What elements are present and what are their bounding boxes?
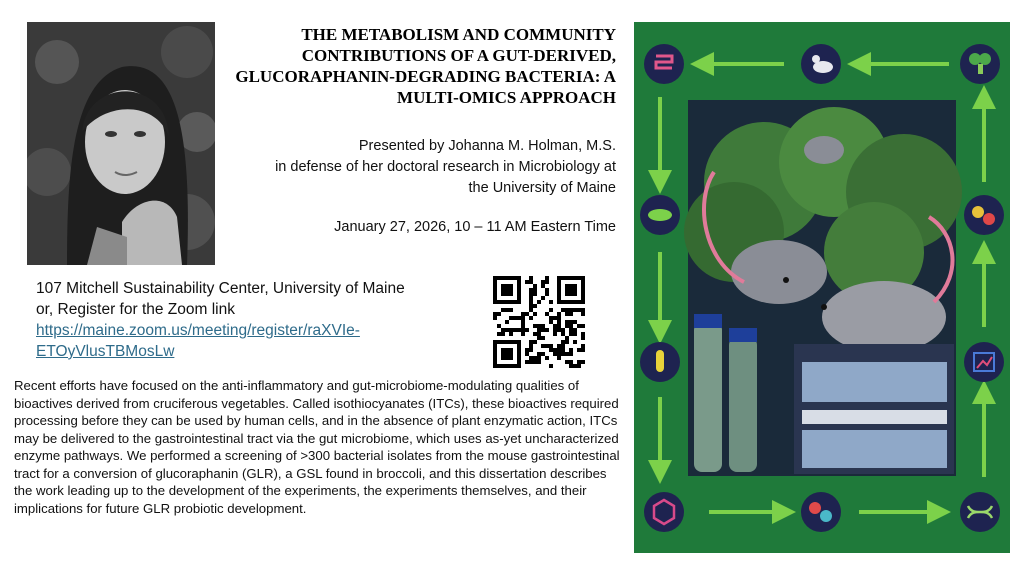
presenter-purpose: in defense of her doctoral research in Microbiology at (275, 159, 616, 175)
register-text: or, Register for the Zoom link (36, 301, 235, 318)
presenter-name: Presented by Johanna M. Holman, M.S. (358, 138, 616, 154)
zoom-link-line1: https://maine.zoom.us/meeting/register/raXVIe- (36, 322, 360, 339)
pills-icon (964, 195, 1004, 235)
dna-icon (960, 492, 1000, 532)
microbes-icon (801, 492, 841, 532)
location-block (36, 278, 486, 362)
zoom-register-link[interactable] (36, 322, 360, 360)
event-datetime: January 27, 2026, 10 – 11 AM Eastern Time (334, 219, 616, 235)
intestine-icon (644, 44, 684, 84)
presenter-info (215, 136, 616, 199)
zoom-link-line2: ETOyVlusTBMosLw (36, 343, 175, 360)
bacteria-icon (640, 195, 680, 235)
lab-mice-scene (684, 100, 962, 476)
mouse-icon (801, 44, 841, 84)
cover-illustration (634, 22, 1010, 553)
presenter-photo (27, 22, 215, 265)
molecule-icon (644, 492, 684, 532)
chart-icon (964, 342, 1004, 382)
broccoli-icon (960, 44, 1000, 84)
qr-code[interactable] (493, 276, 585, 368)
abstract: Recent efforts have focused on the anti-inflammatory and gut-microbiome-modulating qualities of bioactives derived from cruciferous vegetables. Called isothiocyanates (ITCs), these bioactives required processing before they can be used by human cells, and in the absence of plant enzymatic action, ITCs may be delivered to the gastrointestinal tract via the gut microbiome, which uses as-yet uncharacterized enzyme pathways. We performed a screening of >300 bacterial isolates from the mouse gastrointestinal tract for a conversion of glucoraphanin (GLR), a GSL found in broccoli, and this dissertation describes the work leading up to the development of the experiments, the experiments themselves, and their implications for future GLR probiotic development. (14, 378, 620, 516)
page-title: THE METABOLISM AND COMMUNITY CONTRIBUTIONS OF A GUT-DERIVED, GLUCORAPHANIN-DEGRADING BACTERIA: A MULTI-OMICS APPROACH (235, 25, 616, 107)
presenter-institution: the University of Maine (468, 180, 616, 196)
venue: 107 Mitchell Sustainability Center, University of Maine (36, 280, 405, 297)
test-tube-icon (640, 342, 680, 382)
